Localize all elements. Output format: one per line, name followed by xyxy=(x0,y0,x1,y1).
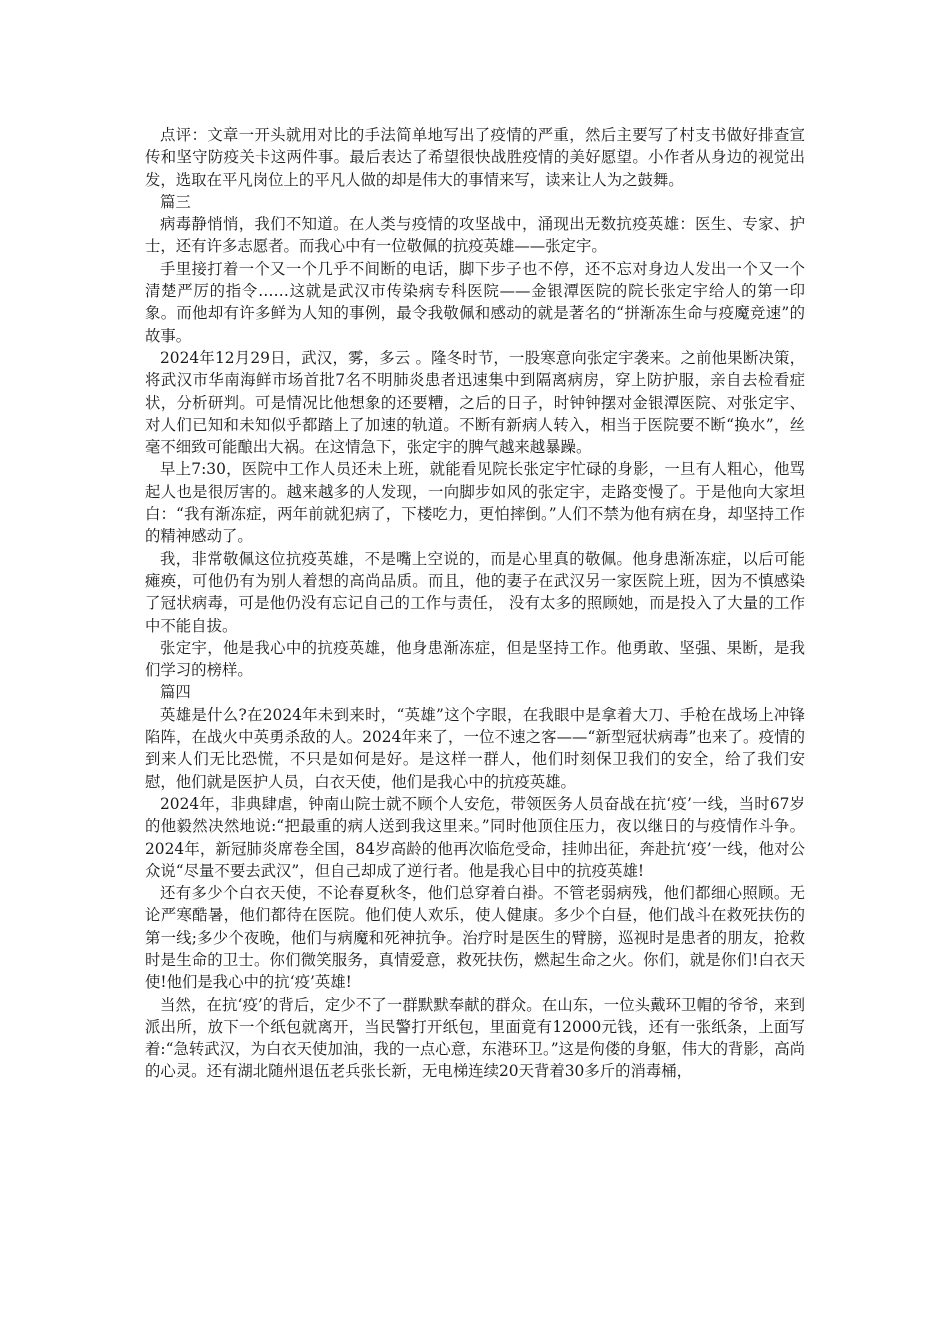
paragraph: 2024年，非典肆虐，钟南山院士就不顾个人安危，带领医务人员奋战在抗‘疫’一线，当时67岁的他毅然决然地说:“把最重的病人送到我这里来。”同时他顶住压力，夜以继日的与疫情作斗争。2024年，新冠肺炎席卷全国，84岁高龄的他再次临危受命，挂帅出征，奔赴抗‘疫’一线，他对公众说“尽量不要去武汉”，但自己却成了逆行者。他是我心目中的抗疫英雄! xyxy=(145,794,805,880)
paragraph: 张定宇，他是我心中的抗疫英雄，他身患渐冻症，但是坚持工作。他勇敢、坚强、果断，是我们学习的榜样。 xyxy=(145,638,805,680)
paragraph: 早上7:30，医院中工作人员还未上班，就能看见院长张定宇忙碌的身影，一旦有人粗心，他骂起人也是很厉害的。越来越多的人发现，一向脚步如风的张定宇，走路变慢了。于是他向大家坦白：“我有渐冻症，两年前就犯病了，下楼吃力，更怕摔倒。”人们不禁为他有病在身，却坚持工作的精神感动了。 xyxy=(145,460,805,546)
section-heading-3: 篇三 xyxy=(160,192,191,211)
document-page xyxy=(145,124,805,1083)
paragraph: 病毒静悄悄，我们不知道。在人类与疫情的攻坚战中，涌现出无数抗疫英雄：医生、专家、护士，还有许多志愿者。而我心中有一位敬佩的抗疫英雄——张定宇。 xyxy=(145,215,805,256)
paragraph: 2024年12月29日，武汉，雾，多云 。隆冬时节，一股寒意向张定宇袭来。之前他果断决策，将武汉市华南海鲜市场首批7名不明肺炎患者迅速集中到隔离病房，穿上防护服，亲自去检看症状，分析研判。可是情况比他想象的还要糟，之后的日子，时钟钟摆对金银潭医院、对张定宇、对人们已知和未知似乎都踏上了加速的轨道。不断有新病人转入，相当于医院要不断“换水”，丝毫不细致可能酿出大祸。在这情急下，张定宇的脾气越来越暴躁。 xyxy=(145,348,805,457)
paragraph: 英雄是什么?在2024年未到来时，“英雄”这个字眼，在我眼中是拿着大刀、手枪在战场上冲锋陷阵，在战火中英勇杀敌的人。2024年来了，一位不速之客——“新型冠状病毒”也来了。疫情的到来人们无比恐慌，不只是如何是好。是这样一群人，他们时刻保卫我们的安全，给了我们安慰，他们就是医护人员，白衣天使，他们是我心中的抗疫英雄。 xyxy=(145,705,805,791)
paragraph: 还有多少个白衣天使，不论春夏秋冬，他们总穿着白褂。不管老弱病残，他们都细心照顾。无论严寒酷暑，他们都待在医院。他们使人欢乐，使人健康。多少个白昼，他们战斗在救死扶伤的第一线;多少个夜晚，他们与病魔和死神抗争。治疗时是医生的臂膀，巡视时是患者的朋友，抢救时是生命的卫士。你们微笑服务，真情爱意，救死扶伤，燃起生命之火。你们，就是你们!白衣天使!他们是我心中的抗‘疫’英雄! xyxy=(145,884,805,992)
paragraph: 我，非常敬佩这位抗疫英雄，不是嘴上空说的，而是心里真的敬佩。他身患渐冻症，以后可能瘫痪，可他仍有为别人着想的高尚品质。而且，他的妻子在武汉另一家医院上班，因为不慎感染了冠状病毒，可是他仍没有忘记自己的工作与责任， 没有太多的照顾她，而是投入了大量的工作中不能自拔。 xyxy=(145,549,805,635)
paragraph: 当然，在抗‘疫’的背后，定少不了一群默默奉献的群众。在山东，一位头戴环卫帽的爷爷，来到派出所，放下一个纸包就离开，当民警打开纸包，里面竟有12000元钱，还有一张纸条，上面写着:“急转武汉，为白衣天使加油，我的一点心意，东港环卫。”这是佝偻的身躯，伟大的背影，高尚的心灵。还有湖北随州退伍老兵张长新，无电梯连续20天背着30多斤的消毒桶， xyxy=(145,995,805,1081)
section-heading-4: 篇四 xyxy=(160,683,191,702)
paragraph: 手里接打着一个又一个几乎不间断的电话，脚下步子也不停，还不忘对身边人发出一个又一个清楚严厉的指令……这就是武汉市传染病专科医院——金银潭医院的院长张定宇给人的第一印象。而他却有许多鲜为人知的事例，最令我敬佩和感动的就是著名的“拼渐冻生命与疫魔竞速”的故事。 xyxy=(145,259,805,345)
comment-paragraph: 点评：文章一开头就用对比的手法简单地写出了疫情的严重，然后主要写了村支书做好排查宣传和坚守防疫关卡这两件事。最后表达了希望很快战胜疫情的美好愿望。小作者从身边的视觉出发，选取在平凡岗位上的平凡人做的却是伟大的事情来写，读来让人为之鼓舞。 xyxy=(145,126,805,189)
